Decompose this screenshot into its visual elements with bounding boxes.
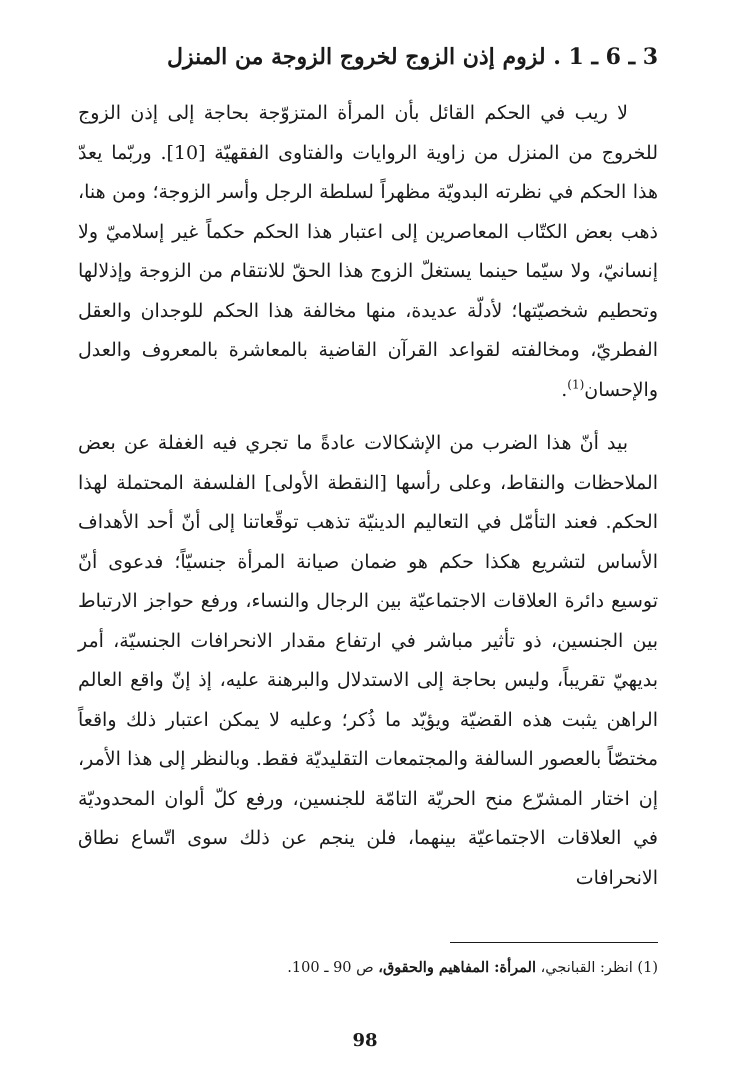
footnote: [78, 956, 658, 980]
footnote-pages: ص 90 ـ 100.: [287, 960, 379, 976]
paragraph-1: [78, 94, 658, 410]
footnote-divider: [450, 942, 658, 943]
footnote-book-title: المرأة: المفاهيم والحقوق،: [378, 959, 536, 976]
paragraph-2: [78, 424, 658, 898]
paragraph-1-text: لا ريب في الحكم القائل بأن المرأة المتزوّجة بحاجة إلى إذن الزوج للخروج من المنزل من زاوية الروايات والفتاوى الفقهيّة [10]. وربّما يعدّ هذا الحكم في نظرته البدويّة مظهراً لسلطة الرجل وأسر الزوجة؛ ومن هنا، ذهب بعض الكتّاب المعاصرين إلى اعتبار هذا الحكم حكماً غير إسلاميّ ولا إنسانيّ، ولا سيّما حينما يستغلّ الزوج هذا الحقّ للانتقام من الزوجة وإذلالها وتحطيم شخصيّتها؛ لأدلّة عديدة، منها مخالفة هذا الحكم للوجدان والعقل الفطريّ، ومخالفته لقواعد القرآن القاضية بالمعاشرة بالمعروف والعدل والإحسان: [78, 102, 658, 401]
paragraph-1-tail: .: [561, 378, 568, 401]
footnote-reference[interactable]: (1): [567, 377, 585, 392]
page-body: [78, 40, 658, 1089]
paragraph-2-text: بيد أنّ هذا الضرب من الإشكالات عادةً ما تجري فيه الغفلة عن بعض الملاحظات والنقاط، وعلى رأسها [النقطة الأولى] الفلسفة المحتملة لهذا الحكم. فعند التأمّل في التعاليم الدينيّة تذهب توقّعاتنا إلى أنّ أحد الأهداف الأساس لتشريع هكذا حكم هو ضمان صيانة المرأة جنسيّاً؛ فدعوى أنّ توسيع دائرة العلاقات الاجتماعيّة بين الرجال والنساء، ورفع حواجز الارتباط بين الجنسين، ذو تأثير مباشر في ارتفاع مقدار الانحرافات الجنسيّة، أمر بديهيّ تقريباً، وليس بحاجة إلى الاستدلال والبرهنة عليه، إذ إنّ واقع العالم الراهن يثبت هذه القضيّة ويؤيّد ما ذُكر؛ وعليه لا يمكن اعتبار ذلك واقعاً مختصّاً بالعصور السالفة والمجتمعات التقليديّة فقط. وبالنظر إلى هذا الأمر، إن اختار المشرّع منح الحريّة التامّة للجنسين، ورفع كلّ ألوان المحدوديّة في العلاقات الاجتماعيّة بينهما، فلن ينجم عن ذلك سوى اتّساع نطاق الانحرافات: [78, 432, 658, 889]
section-heading: 3 ـ 6 ـ 1 . لزوم إذن الزوج لخروج الزوجة من المنزل: [166, 44, 658, 70]
footnote-number: (1): [637, 960, 658, 976]
footnote-prefix: انظر: القبانجي،: [536, 960, 633, 976]
page-number: 98: [352, 1030, 378, 1051]
